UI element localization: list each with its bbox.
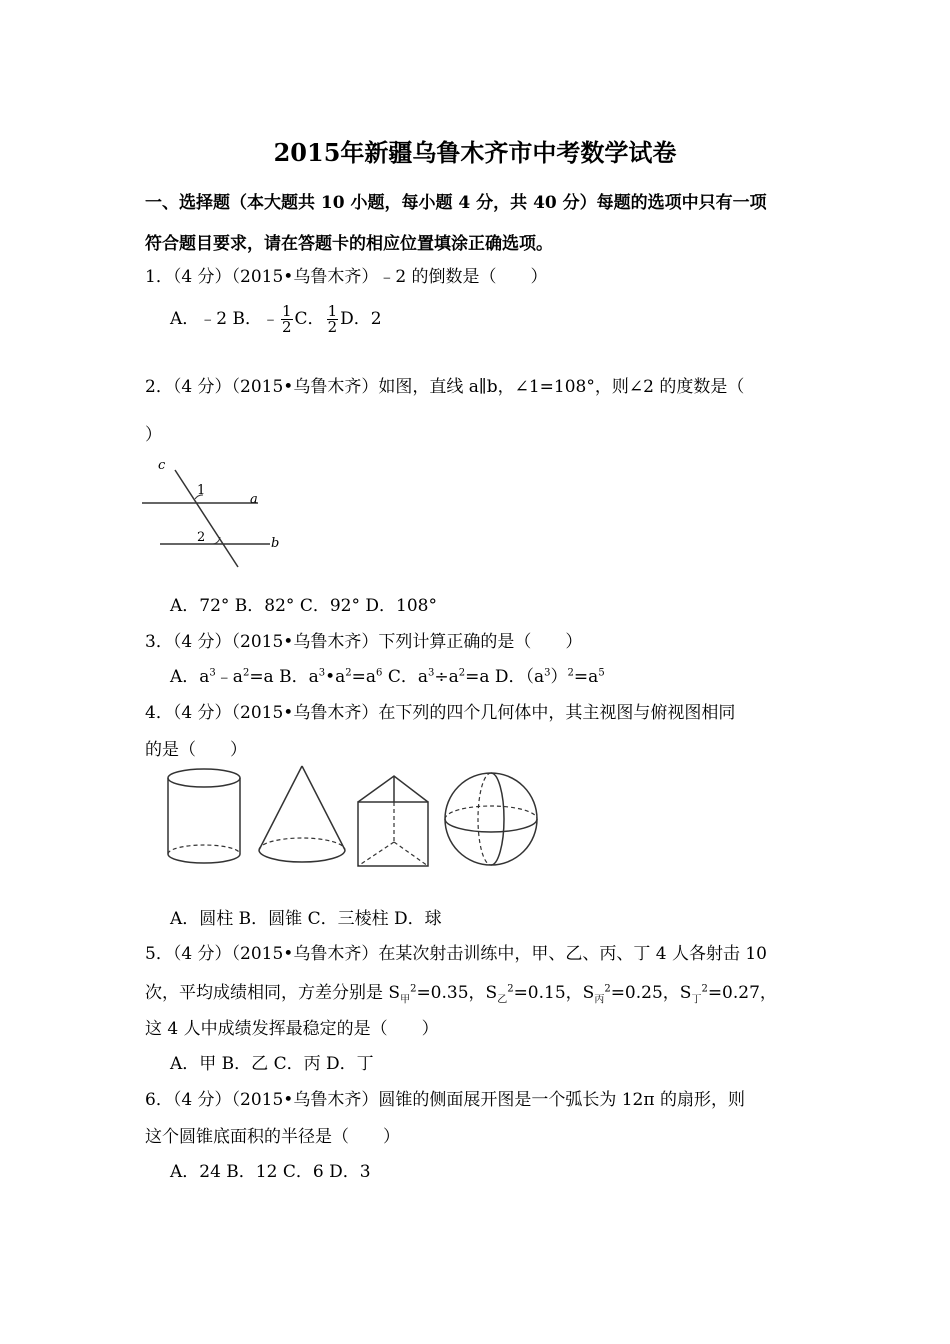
- q2-options: A．72° B．82° C．92° D．108°: [170, 596, 437, 616]
- section-heading-line1: 一、选择题（本大题共 10 小题，每小题 4 分，共 40 分）每题的选项中只有一项: [145, 193, 767, 213]
- q1-option-c: C．: [294, 309, 325, 329]
- label-a: a: [250, 492, 258, 507]
- cone-shape: [259, 766, 345, 862]
- q4-stem-line2: 的是（ ）: [145, 740, 247, 760]
- section-heading-line2: 符合题目要求，请在答题卡的相应位置填涂正确选项。: [145, 234, 553, 254]
- q4-stem-line1: 4．（4 分）（2015•乌鲁木齐）在下列的四个几何体中，其主视图与俯视图相同: [145, 703, 736, 723]
- q6-stem-line1: 6．（4 分）（2015•乌鲁木齐）圆锥的侧面展开图是一个弧长为 12π 的扇形，则: [145, 1090, 745, 1110]
- q5-stem-line2: 次，平均成绩相同，方差分别是 $S_甲^2=0.35$，$S_乙^2=0.15$，$S_丙^2=0.25$，$S_丁^2=0.27$，: [145, 983, 777, 1006]
- line-c: [175, 470, 238, 567]
- label-b: b: [271, 536, 280, 551]
- q1-option-d: D．2: [340, 309, 382, 329]
- q5-options: A．甲 B．乙 C．丙 D．丁: [170, 1054, 374, 1074]
- solids-figure: [160, 762, 550, 872]
- page-title: 2015年新疆乌鲁木齐市中考数学试卷: [273, 138, 677, 167]
- sphere-shape: [445, 773, 537, 865]
- q5-stem-line1: 5．（4 分）（2015•乌鲁木齐）在某次射击训练中，甲、乙、丙、丁 4 人各射击 10: [145, 944, 767, 964]
- q1-option-a: A．﹣2: [170, 309, 228, 329]
- label-c: c: [158, 458, 166, 473]
- q3-stem: 3．（4 分）（2015•乌鲁木齐）下列计算正确的是（ ）: [145, 632, 583, 652]
- q2-stem-line2: ）: [145, 425, 162, 445]
- triangular-prism-shape: [358, 776, 428, 866]
- label-1: 1: [197, 483, 206, 498]
- q1-stem: 1．（4 分）（2015•乌鲁木齐）﹣2 的倒数是（ ）: [145, 267, 548, 287]
- q5-stem-line3: 这 4 人中成绩发挥最稳定的是（ ）: [145, 1019, 439, 1039]
- q4-options: A．圆柱 B．圆锥 C．三棱柱 D．球: [170, 909, 442, 929]
- q1-options: [170, 304, 382, 335]
- q1-fraction-b: $\frac{1}{2}$: [282, 302, 292, 336]
- label-2: 2: [197, 530, 206, 545]
- q3-options: A．$a^3﹣a^2=a$ B．$a^3•a^2=a^6$ C．$a^3\div a^2=a$ D．$(a^3)^2=a^5$: [170, 667, 605, 687]
- q6-options: A．24 B．12 C．6 D．3: [170, 1162, 371, 1182]
- parallel-lines-figure: [140, 455, 290, 570]
- q1-option-b: B．﹣: [232, 309, 279, 329]
- q6-stem-line2: 这个圆锥底面积的半径是（ ）: [145, 1127, 400, 1147]
- cylinder-shape: [168, 769, 240, 863]
- q2-stem-line1: 2．（4 分）（2015•乌鲁木齐）如图，直线 a∥b，∠1=108°，则∠2 的度数是（: [145, 377, 745, 397]
- q1-fraction-c: $\frac{1}{2}$: [327, 302, 338, 336]
